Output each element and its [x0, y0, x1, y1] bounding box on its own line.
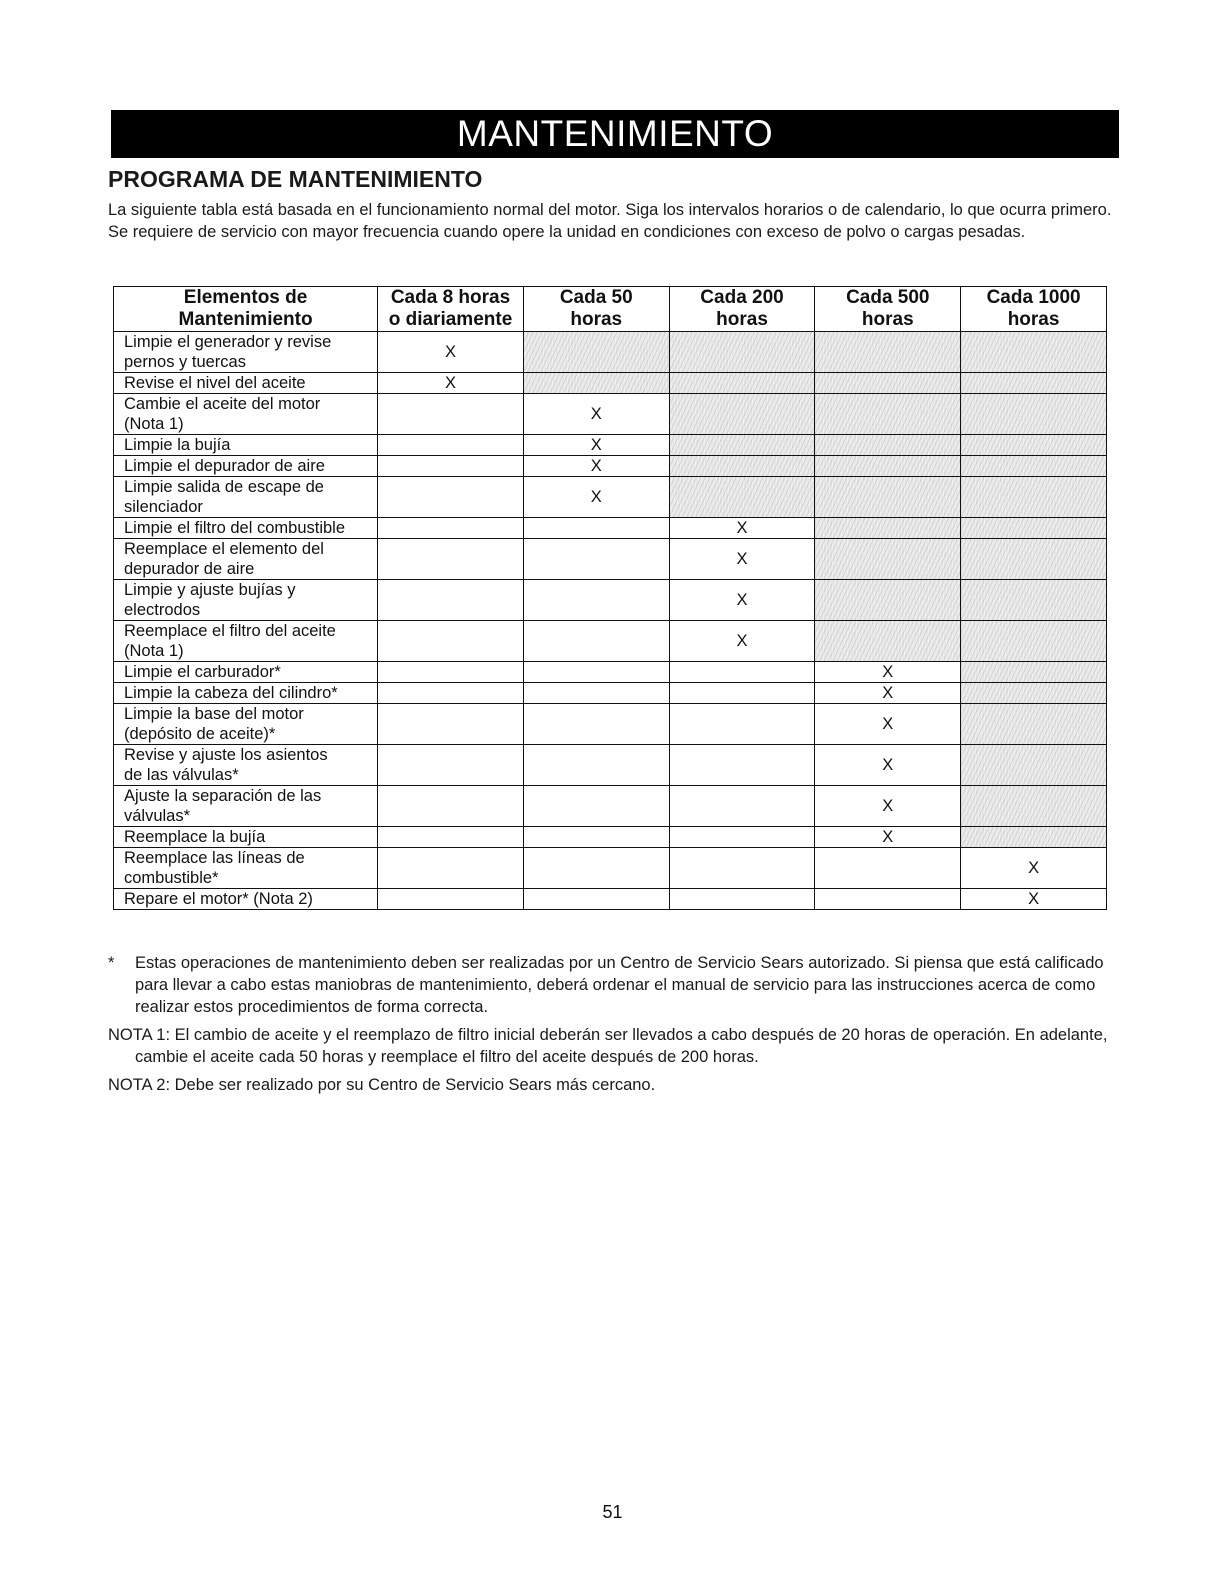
interval-mark-cell	[815, 662, 961, 683]
interval-mark-cell	[523, 456, 669, 477]
maintenance-item-line: (Nota 1)	[124, 642, 184, 660]
maintenance-item	[114, 786, 378, 827]
interval-mark: X	[590, 436, 602, 454]
empty-cell	[669, 662, 815, 683]
maintenance-item-line: silenciador	[124, 498, 203, 516]
maintenance-item	[114, 704, 378, 745]
shaded-cell	[961, 580, 1107, 621]
empty-cell	[378, 889, 524, 910]
table-row	[114, 745, 1107, 786]
table-row	[114, 394, 1107, 435]
interval-mark: X	[736, 591, 748, 609]
column-header-items	[114, 287, 378, 332]
maintenance-item	[114, 394, 378, 435]
interval-mark-cell	[815, 704, 961, 745]
empty-cell	[378, 662, 524, 683]
maintenance-schedule-table	[113, 286, 1107, 910]
interval-mark: X	[590, 488, 602, 506]
empty-cell	[378, 435, 524, 456]
maintenance-item	[114, 848, 378, 889]
section-title: PROGRAMA DE MANTENIMIENTO	[108, 166, 483, 192]
empty-cell	[378, 704, 524, 745]
table-row	[114, 683, 1107, 704]
table-row	[114, 848, 1107, 889]
empty-cell	[378, 745, 524, 786]
page-banner: MANTENIMIENTO	[111, 110, 1119, 158]
maintenance-item-line: Repare el motor* (Nota 2)	[124, 890, 313, 908]
shaded-cell	[815, 539, 961, 580]
column-header-line: horas	[716, 309, 768, 330]
empty-cell	[669, 683, 815, 704]
empty-cell	[523, 683, 669, 704]
column-header-interval	[378, 287, 524, 332]
column-header-line: horas	[1007, 309, 1060, 330]
interval-mark-cell	[378, 332, 524, 373]
interval-mark-cell	[523, 394, 669, 435]
empty-cell	[378, 394, 524, 435]
footnote-asterisk	[108, 952, 1118, 1018]
shaded-cell	[669, 394, 815, 435]
shaded-cell	[523, 373, 669, 394]
maintenance-item-line: Limpie salida de escape de	[124, 478, 324, 496]
maintenance-item-line: Reemplace el filtro del aceite	[124, 622, 336, 640]
empty-cell	[378, 456, 524, 477]
table-row	[114, 621, 1107, 662]
intro-paragraph: La siguiente tabla está basada en el funcionamiento normal del motor. Siga los intervalos horarios o de calendario, lo que ocurra primero. Se requiere de servicio con mayor frecuencia cuando opere la unidad en condiciones con exceso de polvo o cargas pesadas.	[108, 201, 1112, 241]
empty-cell	[523, 848, 669, 889]
footnote-nota-1: NOTA 1: El cambio de aceite y el reemplazo de filtro inicial deberán ser llevados a cabo después de 20 horas de operación. En adelante, cambie el aceite cada 50 horas y reemplace el filtro del aceite después de 200 horas.	[108, 1026, 1108, 1066]
interval-mark: X	[590, 457, 602, 475]
maintenance-item-line: Limpie la base del motor	[124, 705, 304, 723]
table-row	[114, 827, 1107, 848]
shaded-cell	[961, 518, 1107, 539]
interval-mark: X	[882, 663, 894, 681]
empty-cell	[669, 704, 815, 745]
empty-cell	[378, 477, 524, 518]
shaded-cell	[815, 332, 961, 373]
table-row	[114, 786, 1107, 827]
maintenance-item	[114, 477, 378, 518]
asterisk-mark: *	[108, 954, 115, 972]
table-row	[114, 435, 1107, 456]
column-header-line: Mantenimiento	[178, 309, 313, 330]
empty-cell	[523, 518, 669, 539]
page-number: 51	[602, 1502, 623, 1522]
maintenance-item-line: Reemplace el elemento del	[124, 540, 324, 558]
interval-mark-cell	[815, 786, 961, 827]
shaded-cell	[961, 621, 1107, 662]
interval-mark: X	[444, 374, 456, 392]
empty-cell	[378, 539, 524, 580]
interval-mark-cell	[523, 477, 669, 518]
table-row	[114, 518, 1107, 539]
shaded-cell	[815, 373, 961, 394]
shaded-cell	[523, 332, 669, 373]
empty-cell	[378, 683, 524, 704]
footnotes	[108, 952, 1118, 1102]
empty-cell	[378, 621, 524, 662]
column-header-line: horas	[570, 309, 623, 330]
empty-cell	[523, 621, 669, 662]
empty-cell	[523, 539, 669, 580]
empty-cell	[523, 889, 669, 910]
empty-cell	[378, 580, 524, 621]
maintenance-item-line: Limpie el generador y revise	[124, 333, 332, 351]
shaded-cell	[961, 745, 1107, 786]
table-body	[114, 332, 1107, 910]
maintenance-item-line: depurador de aire	[124, 560, 255, 578]
interval-mark: X	[590, 405, 602, 423]
empty-cell	[669, 827, 815, 848]
column-header-line: Cada 1000	[986, 287, 1081, 308]
interval-mark-cell	[669, 518, 815, 539]
empty-cell	[378, 848, 524, 889]
shaded-cell	[961, 332, 1107, 373]
empty-cell	[669, 786, 815, 827]
shaded-cell	[669, 373, 815, 394]
shaded-cell	[961, 539, 1107, 580]
column-header-line: Cada 500	[846, 287, 930, 308]
maintenance-item	[114, 889, 378, 910]
table-row	[114, 704, 1107, 745]
empty-cell	[523, 704, 669, 745]
maintenance-item-line: válvulas*	[124, 807, 191, 825]
maintenance-item-line: pernos y tuercas	[124, 353, 246, 371]
maintenance-item-line: Cambie el aceite del motor	[124, 395, 321, 413]
table-row	[114, 373, 1107, 394]
maintenance-item	[114, 683, 378, 704]
shaded-cell	[961, 786, 1107, 827]
maintenance-item-line: Limpie el filtro del combustible	[124, 519, 346, 537]
empty-cell	[523, 580, 669, 621]
shaded-cell	[669, 435, 815, 456]
column-header-interval	[523, 287, 669, 332]
maintenance-item	[114, 435, 378, 456]
table-row	[114, 539, 1107, 580]
interval-mark: X	[882, 756, 894, 774]
column-header-line: Cada 8 horas	[390, 287, 511, 308]
maintenance-item	[114, 518, 378, 539]
maintenance-item-line: Limpie la cabeza del cilindro*	[124, 684, 338, 702]
maintenance-item-line: combustible*	[124, 869, 219, 887]
interval-mark-cell	[961, 848, 1107, 889]
interval-mark: X	[736, 519, 748, 537]
shaded-cell	[961, 456, 1107, 477]
shaded-cell	[815, 518, 961, 539]
interval-mark: X	[882, 828, 894, 846]
column-header-line: Elementos de	[183, 287, 308, 308]
column-header-interval	[815, 287, 961, 332]
table-row	[114, 662, 1107, 683]
maintenance-item	[114, 580, 378, 621]
interval-mark: X	[1028, 890, 1040, 908]
column-header-interval	[669, 287, 815, 332]
shaded-cell	[669, 477, 815, 518]
interval-mark: X	[1028, 859, 1040, 877]
footnote-nota-2: NOTA 2: Debe ser realizado por su Centro de Servicio Sears más cercano.	[108, 1076, 656, 1094]
maintenance-item	[114, 332, 378, 373]
maintenance-item-line: (Nota 1)	[124, 415, 184, 433]
maintenance-item	[114, 745, 378, 786]
maintenance-item-line: Revise y ajuste los asientos	[124, 746, 328, 764]
footnote-asterisk-text: Estas operaciones de mantenimiento deben ser realizadas por un Centro de Servicio Sears autorizado. Si piensa que está calificado para llevar a cabo estas maniobras de mantenimiento, deberá ordenar el manual de servicio para las instrucciones acerca de como realizar estos procedimientos de forma correcta.	[135, 954, 1104, 1016]
maintenance-item-line: Limpie la bujía	[124, 436, 231, 454]
empty-cell	[669, 889, 815, 910]
column-header-interval	[961, 287, 1107, 332]
column-header-line: Cada 50	[559, 287, 633, 308]
empty-cell	[815, 889, 961, 910]
empty-cell	[669, 745, 815, 786]
maintenance-item-line: Limpie el carburador*	[124, 663, 281, 681]
shaded-cell	[815, 621, 961, 662]
interval-mark: X	[444, 343, 456, 361]
table-row	[114, 332, 1107, 373]
empty-cell	[523, 786, 669, 827]
interval-mark-cell	[378, 373, 524, 394]
interval-mark: X	[882, 715, 894, 733]
table-row	[114, 580, 1107, 621]
maintenance-item	[114, 662, 378, 683]
maintenance-item-line: Revise el nivel del aceite	[124, 374, 306, 392]
shaded-cell	[961, 704, 1107, 745]
shaded-cell	[669, 332, 815, 373]
interval-mark-cell	[669, 539, 815, 580]
interval-mark-cell	[523, 435, 669, 456]
empty-cell	[378, 786, 524, 827]
maintenance-item-line: Limpie y ajuste bujías y	[124, 581, 296, 599]
shaded-cell	[815, 477, 961, 518]
shaded-cell	[815, 435, 961, 456]
empty-cell	[378, 827, 524, 848]
shaded-cell	[961, 477, 1107, 518]
column-header-line: Cada 200	[700, 287, 784, 308]
interval-mark-cell	[815, 827, 961, 848]
interval-mark: X	[882, 684, 894, 702]
column-header-line: o diariamente	[388, 309, 513, 330]
maintenance-item-line: Reemplace las líneas de	[124, 849, 305, 867]
maintenance-item	[114, 373, 378, 394]
maintenance-item	[114, 539, 378, 580]
interval-mark-cell	[669, 621, 815, 662]
column-header-line: horas	[861, 309, 914, 330]
interval-mark-cell	[815, 745, 961, 786]
interval-mark: X	[736, 550, 748, 568]
interval-mark: X	[882, 797, 894, 815]
shaded-cell	[961, 435, 1107, 456]
empty-cell	[669, 848, 815, 889]
shaded-cell	[815, 456, 961, 477]
table-header-row	[114, 287, 1107, 332]
empty-cell	[523, 827, 669, 848]
table-row	[114, 889, 1107, 910]
shaded-cell	[961, 827, 1107, 848]
shaded-cell	[961, 394, 1107, 435]
maintenance-item	[114, 621, 378, 662]
shaded-cell	[961, 662, 1107, 683]
maintenance-item-line: Ajuste la separación de las	[124, 787, 322, 805]
shaded-cell	[961, 373, 1107, 394]
interval-mark-cell	[669, 580, 815, 621]
interval-mark: X	[736, 632, 748, 650]
maintenance-item-line: Reemplace la bujía	[124, 828, 266, 846]
shaded-cell	[961, 683, 1107, 704]
shaded-cell	[815, 580, 961, 621]
empty-cell	[523, 662, 669, 683]
interval-mark-cell	[961, 889, 1107, 910]
maintenance-item-line: (depósito de aceite)*	[124, 725, 276, 743]
empty-cell	[815, 848, 961, 889]
table-row	[114, 477, 1107, 518]
shaded-cell	[669, 456, 815, 477]
maintenance-item	[114, 827, 378, 848]
shaded-cell	[815, 394, 961, 435]
maintenance-item-line: electrodos	[124, 601, 201, 619]
interval-mark-cell	[815, 683, 961, 704]
maintenance-item-line: Limpie el depurador de aire	[124, 457, 325, 475]
table-row	[114, 456, 1107, 477]
empty-cell	[378, 518, 524, 539]
maintenance-item-line: de las válvulas*	[124, 766, 239, 784]
empty-cell	[523, 745, 669, 786]
maintenance-item	[114, 456, 378, 477]
